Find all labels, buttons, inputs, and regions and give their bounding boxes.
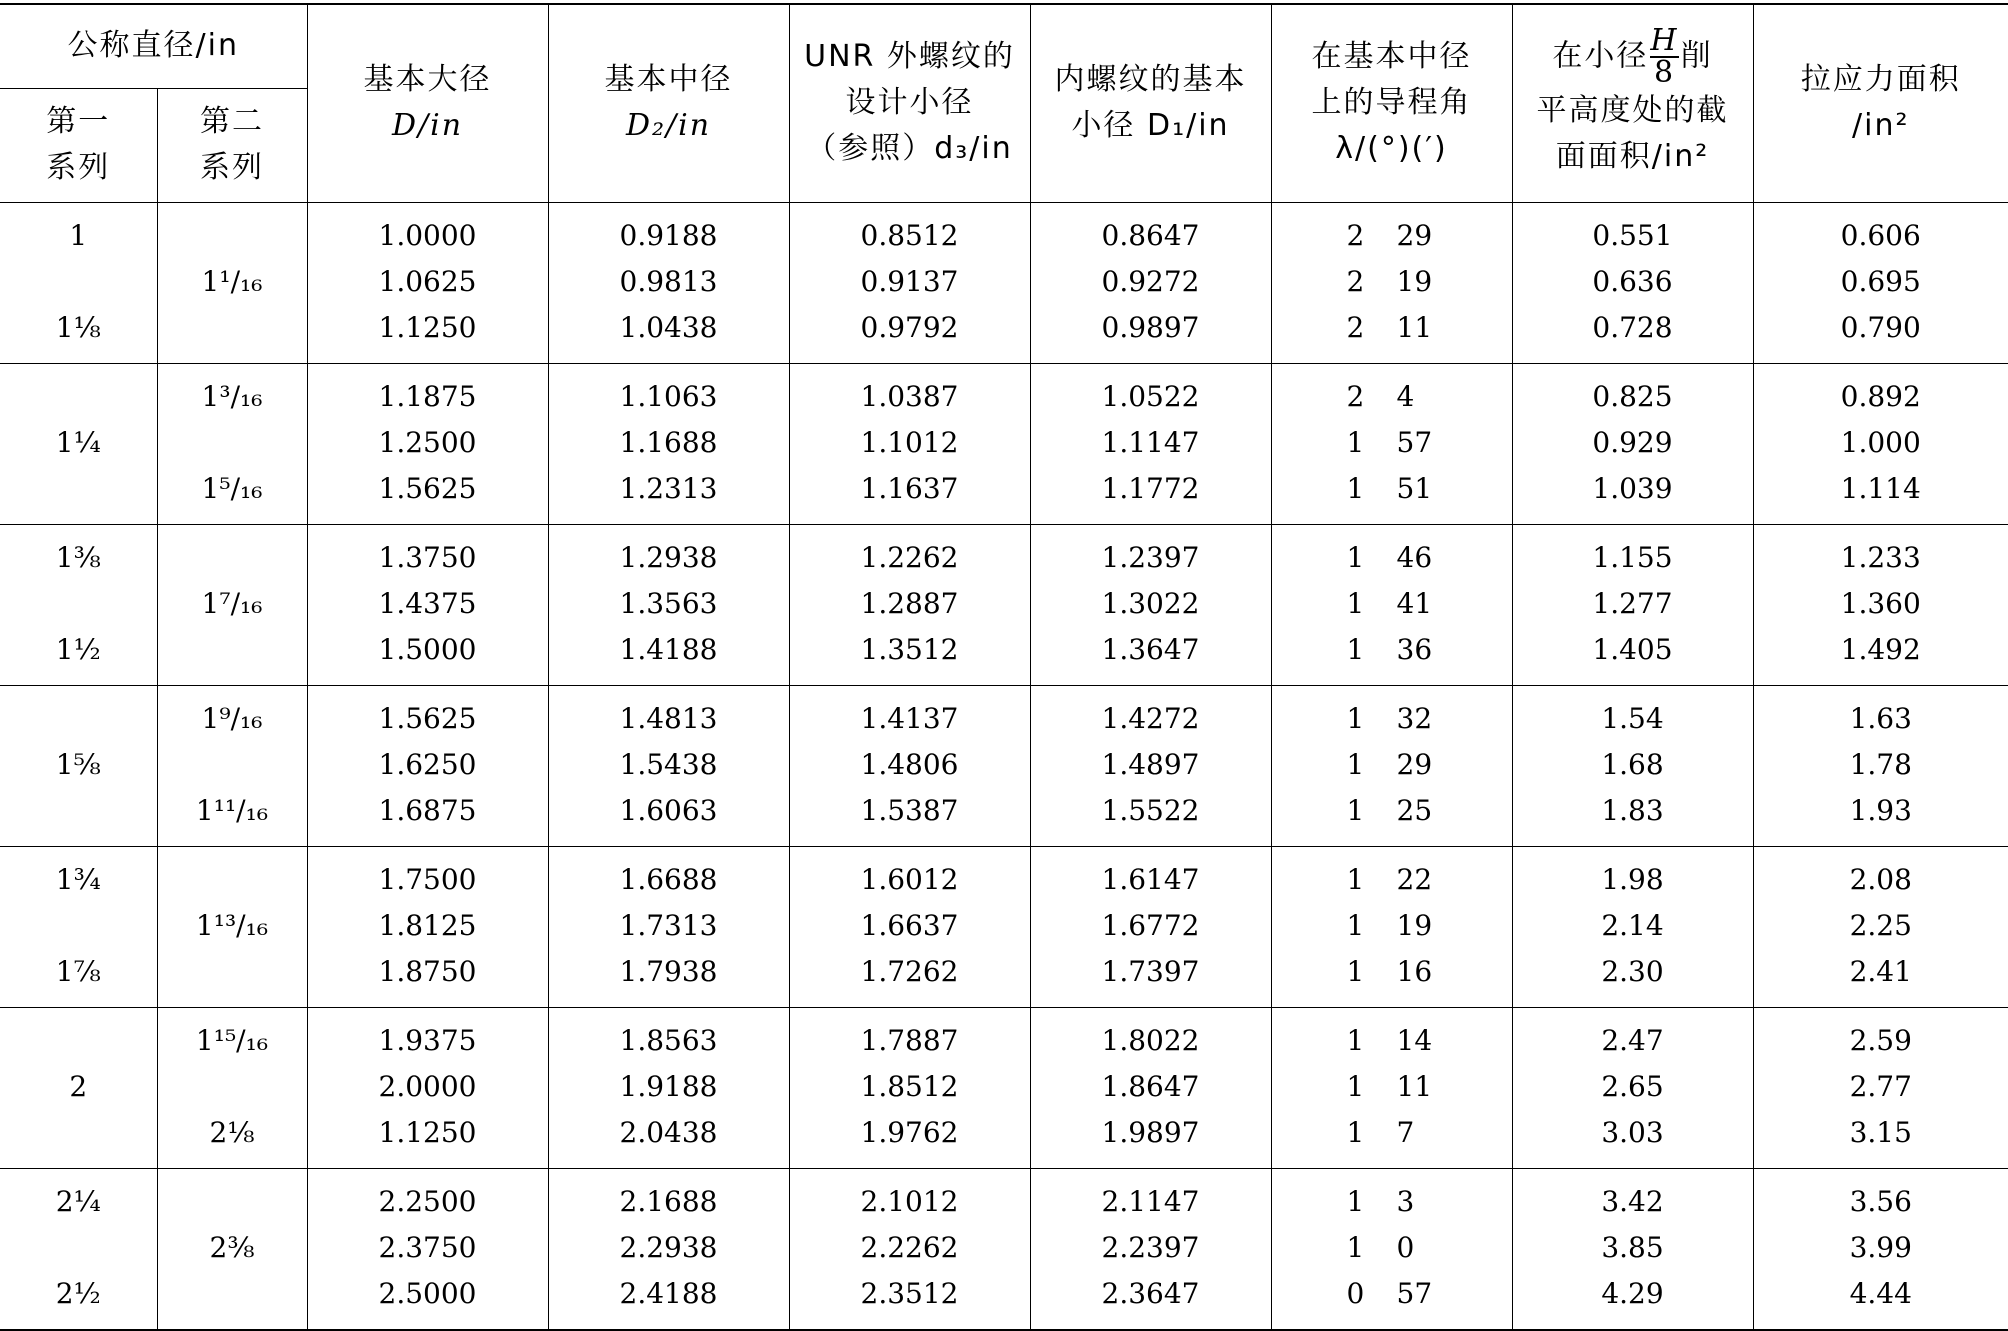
pitch-diameter-cell: 0.9188 [548,202,789,259]
section-area-cell: 0.636 [1512,259,1753,305]
second-series-cell: 1⁵/₁₆ [157,466,307,525]
stress-area-cell: 1.78 [1753,742,2008,788]
lead-angle-cell [1271,1110,1512,1169]
table-row [0,581,2008,627]
major-diameter-cell: 1.8750 [307,949,548,1008]
major-diameter-cell: 1.4375 [307,581,548,627]
second-series-cell [157,949,307,1008]
section-area-cell: 1.405 [1512,627,1753,686]
table-row [0,1110,2008,1169]
internal-minor-diameter-cell: 1.3022 [1030,581,1271,627]
lead-angle-minutes: 19 [1396,908,1433,942]
second-series-cell: 1¹⁵/₁₆ [157,1007,307,1064]
unr-minor-diameter-cell: 2.3512 [789,1271,1030,1330]
major-diameter-cell: 2.5000 [307,1271,548,1330]
internal-minor-diameter-cell: 0.9272 [1030,259,1271,305]
lead-angle-degrees: 1 [1346,471,1365,505]
pitch-diameter-cell: 1.1688 [548,420,789,466]
lead-angle-degrees: 2 [1346,218,1365,252]
unr-minor-diameter-cell: 0.8512 [789,202,1030,259]
internal-minor-diameter-cell: 1.1772 [1030,466,1271,525]
table-row [0,202,2008,259]
header-nominal-diameter: 公称直径/in [0,4,307,88]
unr-minor-diameter-cell: 1.2262 [789,524,1030,581]
major-diameter-cell: 1.5000 [307,627,548,686]
unr-minor-diameter-cell: 1.8512 [789,1064,1030,1110]
lead-angle-minutes: 16 [1396,954,1433,988]
lead-angle-degrees: 2 [1346,264,1365,298]
table-row [0,1007,2008,1064]
table-row [0,466,2008,525]
first-series-cell [0,259,157,305]
internal-minor-diameter-cell: 1.6147 [1030,846,1271,903]
second-series-cell: 1¹/₁₆ [157,259,307,305]
table-row [0,788,2008,847]
lead-angle-degrees: 1 [1346,1230,1365,1264]
lead-angle-cell [1271,305,1512,364]
section-area-cell: 3.85 [1512,1225,1753,1271]
pitch-diameter-cell: 1.6063 [548,788,789,847]
stress-area-cell: 1.492 [1753,627,2008,686]
table-row [0,903,2008,949]
first-series-cell: 1⅛ [55,310,101,344]
section-area-cell: 2.47 [1512,1007,1753,1064]
lead-angle-minutes: 0 [1396,1230,1415,1264]
second-series-cell: 1⁹/₁₆ [157,685,307,742]
internal-minor-diameter-cell: 2.2397 [1030,1225,1271,1271]
header-internal-minor-diameter: 内螺纹的基本 小径 D₁/in [1030,4,1271,202]
header-second-series: 第二 系列 [157,88,307,202]
major-diameter-cell: 1.1875 [307,363,548,420]
stress-area-cell: 1.233 [1753,524,2008,581]
lead-angle-minutes: 22 [1396,862,1433,896]
section-area-cell: 4.29 [1512,1271,1753,1330]
internal-minor-diameter-cell: 1.8647 [1030,1064,1271,1110]
lead-angle-minutes: 57 [1396,1276,1433,1310]
lead-angle-cell [1271,1168,1512,1225]
lead-angle-degrees: 1 [1346,1115,1365,1149]
pitch-diameter-cell: 1.2313 [548,466,789,525]
pitch-diameter-cell: 2.0438 [548,1110,789,1169]
unr-minor-diameter-cell: 1.7262 [789,949,1030,1008]
header-pitch-diameter: 基本中径 D₂/in [548,4,789,202]
unr-minor-diameter-cell: 1.1637 [789,466,1030,525]
table-row [0,1168,2008,1225]
table-row [0,259,2008,305]
section-area-cell: 2.30 [1512,949,1753,1008]
lead-angle-cell [1271,788,1512,847]
unr-minor-diameter-cell: 1.6637 [789,903,1030,949]
second-series-cell [157,742,307,788]
stress-area-cell: 0.606 [1753,202,2008,259]
unr-minor-diameter-cell: 1.4806 [789,742,1030,788]
major-diameter-cell: 1.1250 [307,305,548,364]
major-diameter-cell: 1.0000 [307,202,548,259]
pitch-diameter-cell: 1.8563 [548,1007,789,1064]
lead-angle-degrees: 1 [1346,862,1365,896]
pitch-diameter-cell: 1.5438 [548,742,789,788]
lead-angle-minutes: 4 [1396,379,1415,413]
pitch-diameter-cell: 1.0438 [548,305,789,364]
first-series-cell [0,1007,157,1064]
second-series-cell [157,202,307,259]
first-series-cell [0,1225,157,1271]
unr-minor-diameter-cell: 1.9762 [789,1110,1030,1169]
stress-area-cell: 3.99 [1753,1225,2008,1271]
stress-area-cell: 3.56 [1753,1168,2008,1225]
header-stress-area: 拉应力面积 /in² [1753,4,2008,202]
pitch-diameter-cell: 2.2938 [548,1225,789,1271]
lead-angle-cell [1271,949,1512,1008]
lead-angle-cell [1271,742,1512,788]
lead-angle-minutes: 57 [1396,425,1433,459]
lead-angle-minutes: 29 [1396,218,1433,252]
lead-angle-cell [1271,1064,1512,1110]
lead-angle-minutes: 11 [1396,1069,1433,1103]
internal-minor-diameter-cell: 1.3647 [1030,627,1271,686]
lead-angle-degrees: 1 [1346,908,1365,942]
lead-angle-minutes: 36 [1396,632,1433,666]
lead-angle-minutes: 29 [1396,747,1433,781]
lead-angle-degrees: 1 [1346,701,1365,735]
lead-angle-minutes: 51 [1396,471,1433,505]
major-diameter-cell: 1.6250 [307,742,548,788]
lead-angle-degrees: 1 [1346,793,1365,827]
stress-area-cell: 1.360 [1753,581,2008,627]
second-series-cell [157,524,307,581]
major-diameter-cell: 2.3750 [307,1225,548,1271]
second-series-cell: 2⅛ [157,1110,307,1169]
unr-minor-diameter-cell: 1.5387 [789,788,1030,847]
table-row [0,685,2008,742]
first-series-cell [0,1110,157,1169]
internal-minor-diameter-cell: 1.1147 [1030,420,1271,466]
table-row [0,420,2008,466]
unr-minor-diameter-cell: 1.6012 [789,846,1030,903]
pitch-diameter-cell: 1.7313 [548,903,789,949]
lead-angle-cell [1271,1225,1512,1271]
internal-minor-diameter-cell: 1.0522 [1030,363,1271,420]
stress-area-cell: 0.892 [1753,363,2008,420]
section-area-cell: 2.14 [1512,903,1753,949]
stress-area-cell: 0.790 [1753,305,2008,364]
pitch-diameter-cell: 1.4188 [548,627,789,686]
stress-area-cell: 2.59 [1753,1007,2008,1064]
first-series-cell: 1⅞ [55,954,101,988]
table-row [0,949,2008,1008]
lead-angle-cell [1271,1271,1512,1330]
second-series-cell: 1¹¹/₁₆ [157,788,307,847]
section-area-cell: 1.277 [1512,581,1753,627]
first-series-cell [0,581,157,627]
second-series-cell [157,1271,307,1330]
second-series-cell [157,627,307,686]
section-area-cell: 2.65 [1512,1064,1753,1110]
header-major-diameter: 基本大径 D/in [307,4,548,202]
lead-angle-degrees: 1 [1346,1184,1365,1218]
lead-angle-cell [1271,1007,1512,1064]
stress-area-cell: 1.000 [1753,420,2008,466]
pitch-diameter-cell: 1.6688 [548,846,789,903]
lead-angle-degrees: 0 [1346,1276,1365,1310]
internal-minor-diameter-cell: 2.3647 [1030,1271,1271,1330]
internal-minor-diameter-cell: 0.9897 [1030,305,1271,364]
section-area-cell: 0.728 [1512,305,1753,364]
lead-angle-cell [1271,846,1512,903]
pitch-diameter-cell: 2.4188 [548,1271,789,1330]
lead-angle-cell [1271,420,1512,466]
first-series-cell: 1½ [55,632,101,666]
pitch-diameter-cell: 0.9813 [548,259,789,305]
internal-minor-diameter-cell: 0.8647 [1030,202,1271,259]
lead-angle-minutes: 7 [1396,1115,1415,1149]
lead-angle-cell [1271,202,1512,259]
header-lead-angle: 在基本中径 上的导程角 λ/(°)(′) [1271,4,1512,202]
section-area-cell: 1.039 [1512,466,1753,525]
major-diameter-cell: 1.7500 [307,846,548,903]
section-area-cell: 0.825 [1512,363,1753,420]
major-diameter-cell: 1.0625 [307,259,548,305]
unr-minor-diameter-cell: 1.3512 [789,627,1030,686]
stress-area-cell: 2.25 [1753,903,2008,949]
lead-angle-degrees: 2 [1346,310,1365,344]
internal-minor-diameter-cell: 2.1147 [1030,1168,1271,1225]
section-area-cell: 1.155 [1512,524,1753,581]
lead-angle-minutes: 3 [1396,1184,1415,1218]
section-area-cell: 3.03 [1512,1110,1753,1169]
table-row [0,742,2008,788]
lead-angle-degrees: 1 [1346,1069,1365,1103]
first-series-cell [0,788,157,847]
second-series-cell: 2⅜ [157,1225,307,1271]
unr-minor-diameter-cell: 1.1012 [789,420,1030,466]
stress-area-cell: 2.08 [1753,846,2008,903]
section-area-cell: 1.83 [1512,788,1753,847]
header-first-series: 第一 系列 [46,104,111,185]
stress-area-cell: 1.93 [1753,788,2008,847]
first-series-cell [0,363,157,420]
stress-area-cell: 3.15 [1753,1110,2008,1169]
table-row [0,627,2008,686]
pitch-diameter-cell: 1.9188 [548,1064,789,1110]
lead-angle-degrees: 1 [1346,632,1365,666]
second-series-cell: 1⁷/₁₆ [157,581,307,627]
lead-angle-degrees: 1 [1346,747,1365,781]
section-area-cell: 1.68 [1512,742,1753,788]
major-diameter-cell: 1.6875 [307,788,548,847]
pitch-diameter-cell: 1.4813 [548,685,789,742]
first-series-cell: 1⅜ [0,524,157,581]
section-area-cell: 0.929 [1512,420,1753,466]
internal-minor-diameter-cell: 1.7397 [1030,949,1271,1008]
unr-minor-diameter-cell: 2.1012 [789,1168,1030,1225]
table-row [0,305,2008,364]
second-series-cell: 1³/₁₆ [157,363,307,420]
lead-angle-degrees: 1 [1346,1023,1365,1057]
lead-angle-minutes: 11 [1396,310,1433,344]
second-series-cell [157,1168,307,1225]
table-row [0,363,2008,420]
pitch-diameter-cell: 1.3563 [548,581,789,627]
section-area-cell: 1.98 [1512,846,1753,903]
unr-minor-diameter-cell: 1.0387 [789,363,1030,420]
first-series-cell [0,903,157,949]
stress-area-cell: 1.63 [1753,685,2008,742]
internal-minor-diameter-cell: 1.2397 [1030,524,1271,581]
table-row [0,524,2008,581]
unr-minor-diameter-cell: 0.9137 [789,259,1030,305]
internal-minor-diameter-cell: 1.4272 [1030,685,1271,742]
major-diameter-cell: 1.5625 [307,466,548,525]
header-section-area: 在小径 $\frac{H}{8}$ 削 平高度处的截 面面积/in² [1512,4,1753,202]
first-series-cell [0,466,157,525]
lead-angle-degrees: 1 [1346,954,1365,988]
lead-angle-cell [1271,685,1512,742]
first-series-cell: 1 [0,202,157,259]
second-series-cell [157,846,307,903]
section-area-cell: 0.551 [1512,202,1753,259]
unr-minor-diameter-cell: 1.7887 [789,1007,1030,1064]
first-series-cell: 2¼ [0,1168,157,1225]
lead-angle-degrees: 1 [1346,425,1365,459]
lead-angle-cell [1271,581,1512,627]
major-diameter-cell: 1.3750 [307,524,548,581]
major-diameter-cell: 1.8125 [307,903,548,949]
lead-angle-cell [1271,466,1512,525]
section-area-cell: 3.42 [1512,1168,1753,1225]
lead-angle-degrees: 1 [1346,586,1365,620]
first-series-cell: 2 [69,1069,88,1103]
stress-area-cell: 4.44 [1753,1271,2008,1330]
lead-angle-cell [1271,627,1512,686]
first-series-cell: 2½ [0,1271,157,1330]
lead-angle-minutes: 46 [1396,540,1433,574]
internal-minor-diameter-cell: 1.5522 [1030,788,1271,847]
first-series-cell [0,685,157,742]
second-series-cell [157,1064,307,1110]
major-diameter-cell: 2.2500 [307,1168,548,1225]
unr-minor-diameter-cell: 0.9792 [789,305,1030,364]
thread-dimension-table [0,3,2008,1331]
lead-angle-cell [1271,903,1512,949]
internal-minor-diameter-cell: 1.6772 [1030,903,1271,949]
stress-area-cell: 1.114 [1753,466,2008,525]
section-area-cell: 1.54 [1512,685,1753,742]
unr-minor-diameter-cell: 1.4137 [789,685,1030,742]
lead-angle-minutes: 32 [1396,701,1433,735]
major-diameter-cell: 1.9375 [307,1007,548,1064]
pitch-diameter-cell: 1.7938 [548,949,789,1008]
pitch-diameter-cell: 1.1063 [548,363,789,420]
second-series-cell: 1¹³/₁₆ [157,903,307,949]
lead-angle-cell [1271,363,1512,420]
table-row [0,1225,2008,1271]
lead-angle-minutes: 41 [1396,586,1433,620]
lead-angle-degrees: 2 [1346,379,1365,413]
header-unr-minor-diameter: UNR 外螺纹的 设计小径 （参照）d₃/in [789,4,1030,202]
lead-angle-degrees: 1 [1346,540,1365,574]
lead-angle-cell [1271,259,1512,305]
lead-angle-minutes: 14 [1396,1023,1433,1057]
pitch-diameter-cell: 2.1688 [548,1168,789,1225]
first-series-cell: 1⅝ [55,747,101,781]
lead-angle-minutes: 19 [1396,264,1433,298]
unr-minor-diameter-cell: 1.2887 [789,581,1030,627]
major-diameter-cell: 1.5625 [307,685,548,742]
second-series-cell [157,420,307,466]
stress-area-cell: 0.695 [1753,259,2008,305]
major-diameter-cell: 1.1250 [307,1110,548,1169]
second-series-cell [157,305,307,364]
major-diameter-cell: 2.0000 [307,1064,548,1110]
unr-minor-diameter-cell: 2.2262 [789,1225,1030,1271]
lead-angle-cell [1271,524,1512,581]
major-diameter-cell: 1.2500 [307,420,548,466]
internal-minor-diameter-cell: 1.4897 [1030,742,1271,788]
pitch-diameter-cell: 1.2938 [548,524,789,581]
table-row [0,1271,2008,1330]
stress-area-cell: 2.77 [1753,1064,2008,1110]
lead-angle-minutes: 25 [1396,793,1433,827]
table-row [0,846,2008,903]
first-series-cell: 1¼ [55,425,101,459]
table-row [0,1064,2008,1110]
stress-area-cell: 2.41 [1753,949,2008,1008]
internal-minor-diameter-cell: 1.9897 [1030,1110,1271,1169]
first-series-cell: 1¾ [0,846,157,903]
internal-minor-diameter-cell: 1.8022 [1030,1007,1271,1064]
